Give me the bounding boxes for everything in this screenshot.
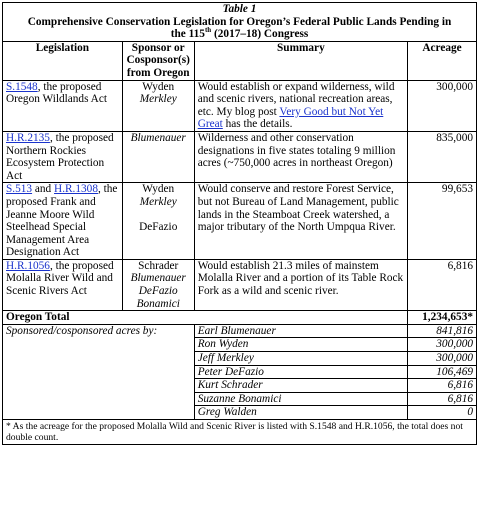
summary-cell: Would establish 21.3 miles of mainstem Molalla River and a portion of its Table Rock Fork as a wild and scenic river. [194,259,407,310]
sponsored-row [3,324,477,338]
sponsor-total-name: Suzanne Bonamici [194,392,407,406]
sponsor-cell [122,183,194,260]
sponsored-label: Sponsored/cosponsored acres by: [3,324,195,419]
legislation-cell: S.1548, the proposed Oregon Wildlands Act [3,80,123,131]
acreage-cell: 835,000 [408,131,477,182]
header-acreage: Acreage [408,41,477,80]
table-title-line2: the 115th (2017–18) Congress [170,26,309,41]
legislation-table [2,2,477,445]
sponsor-cell [122,131,194,182]
cosponsor-name: Merkley [139,195,177,208]
sponsor-cell [122,259,194,310]
legislation-cell: H.R.2135, the proposed Northern Rockies Ecosystem Protection Act [3,131,123,182]
sponsor-total-acres: 841,816 [408,324,477,338]
sponsor-total-name: Ron Wyden [194,338,407,352]
sponsor-name: Wyden [142,183,175,196]
sponsor-name: DeFazio [139,221,178,234]
sponsor-total-name: Kurt Schrader [194,379,407,393]
legislation-cell: H.R.1056, the proposed Molalla River Wild and Scenic Rivers Act [3,259,123,310]
cosponsor-name: Blumenauer [130,131,186,144]
acreage-cell: 300,000 [408,80,477,131]
table-row [3,183,477,260]
cosponsor-name: Blumenauer [130,272,186,285]
bill-link-hr2135[interactable]: H.R.2135 [6,131,50,144]
blog-post-link[interactable]: Very Good but Not Yet Great [197,105,384,131]
table-title-line1: Comprehensive Conservation Legislation for Oregon’s Federal Public Lands Pending in [27,15,452,28]
summary-cell: Wilderness and other conservation designations in five states totaling 9 million acres (~750,000 acres in northeast Oregon) [194,131,407,182]
summary-cell: Would conserve and restore Forest Service, but not Bureau of Land Management, public lands in the Steamboat Creek watershed, a major tributary of the North Umpqua River. [194,183,407,260]
cosponsor-name: DeFazio [138,285,178,298]
spacer [126,209,191,222]
cosponsor-name: Bonamici [136,297,180,310]
sponsor-total-acres: 106,469 [408,365,477,379]
cosponsor-name: Merkley [139,93,177,106]
total-label: Oregon Total [3,311,408,325]
table-row [3,131,477,182]
header-summary: Summary [194,41,407,80]
table-label: Table 1 [222,3,257,15]
sponsor-total-name: Peter DeFazio [194,365,407,379]
bill-link-hr1308[interactable]: H.R.1308 [54,183,98,196]
sponsor-total-acres: 300,000 [408,352,477,366]
footnote-row [3,420,477,445]
sponsor-total-name: Greg Walden [194,406,407,420]
sponsor-total-acres: 6,816 [408,379,477,393]
header-row [3,41,477,80]
table-caption [3,3,477,42]
total-value: 1,234,653* [408,311,477,325]
table-row [3,80,477,131]
sponsor-total-acres: 6,816 [408,392,477,406]
sponsor-cell [122,80,194,131]
acreage-cell: 99,653 [408,183,477,260]
total-row [3,311,477,325]
legislation-cell: S.513 and H.R.1308, the proposed Frank and Jeanne Moore Wild Steelhead Special Management Area Designation Act [3,183,123,260]
header-sponsor: Sponsor or Cosponsor(s) from Oregon [122,41,194,80]
acreage-cell: 6,816 [408,259,477,310]
sponsor-total-acres: 300,000 [408,338,477,352]
footnote: * As the acreage for the proposed Molalla Wild and Scenic River is listed with S.1548 and H.R.1056, the total does not double count. [3,420,477,445]
bill-link-hr1056[interactable]: H.R.1056 [6,259,50,272]
table-row [3,259,477,310]
sponsor-total-name: Earl Blumenauer [194,324,407,338]
sponsor-total-name: Jeff Merkley [194,352,407,366]
sponsor-name: Wyden [142,80,175,93]
bill-link-s1548[interactable]: S.1548 [6,80,38,93]
sponsor-name: Schrader [138,259,179,272]
header-legislation: Legislation [3,41,123,80]
summary-cell: Would establish or expand wilderness, wild and scenic rivers, national recreation areas, etc. My blog post Very Good but Not Yet Great has the details. [194,80,407,131]
sponsor-total-acres: 0 [408,406,477,420]
bill-link-s513[interactable]: S.513 [6,183,33,196]
